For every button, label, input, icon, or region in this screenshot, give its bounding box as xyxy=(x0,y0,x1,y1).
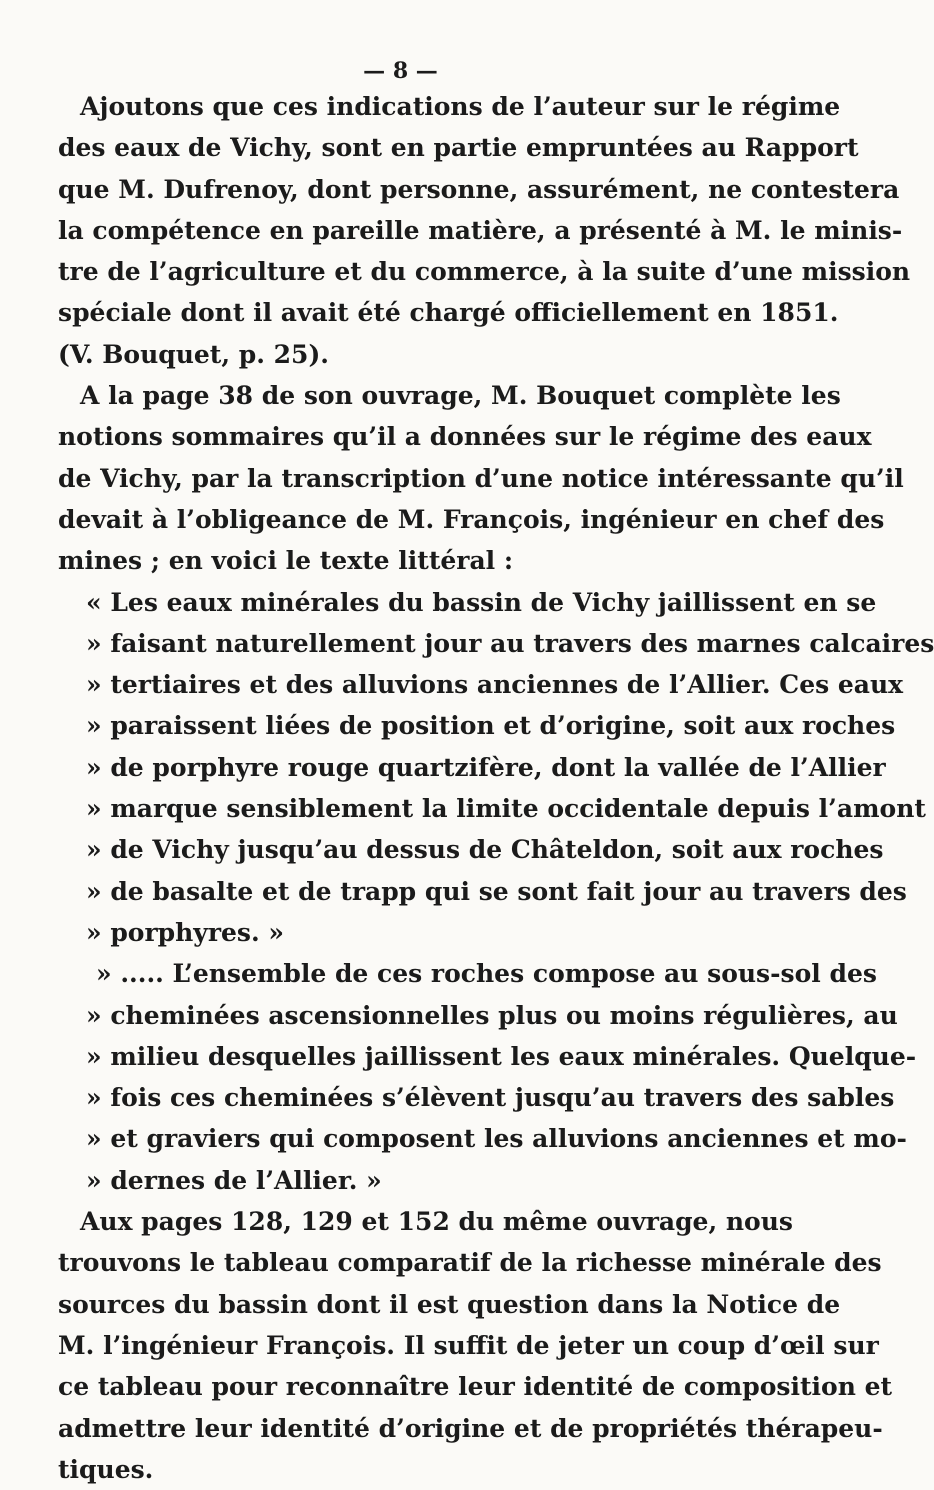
quote-line: » paraissent liées de position et d’origine, soit aux roches xyxy=(86,711,896,741)
quote-line: » dernes de l’Allier. » xyxy=(86,1165,382,1195)
quote-line: » tertiaires et des alluvions anciennes de l’Allier. Ces eaux xyxy=(86,670,904,700)
body-text xyxy=(58,86,934,1490)
text-line: mines ; en voici le texte littéral : xyxy=(58,546,514,576)
text-line: notions sommaires qu’il a données sur le régime des eaux xyxy=(58,422,872,452)
text-line: (V. Bouquet, p. 25). xyxy=(58,339,329,369)
text-line: sources du bassin dont il est question dans la Notice de xyxy=(58,1289,841,1319)
quote-line: » faisant naturellement jour au travers des marnes calcaires xyxy=(86,628,934,658)
quote-line: » de Vichy jusqu’au dessus de Châteldon, soit aux roches xyxy=(86,835,884,865)
quote-line: » porphyres. » xyxy=(86,917,285,947)
text-line: devait à l’obligeance de M. François, ingénieur en chef des xyxy=(58,504,885,534)
text-line: tre de l’agriculture et du commerce, à la suite d’une mission xyxy=(58,257,911,287)
quote-line: » de basalte et de trapp qui se sont fait jour au travers des xyxy=(86,876,907,906)
text-line: trouvons le tableau comparatif de la richesse minérale des xyxy=(58,1248,882,1278)
text-line: Ajoutons que ces indications de l’auteur sur le régime xyxy=(80,92,841,121)
text-line: Aux pages 128, 129 et 152 du même ouvrage, nous xyxy=(80,1207,793,1237)
page-number: — 8 — xyxy=(363,58,438,84)
quote-line: » ..... L’ensemble de ces roches compose au sous-sol des xyxy=(96,959,877,989)
text-line: des eaux de Vichy, sont en partie empruntées au Rapport xyxy=(58,133,859,163)
quote-line: » marque sensiblement la limite occidentale depuis l’amont xyxy=(86,794,926,824)
text-line: A la page 38 de son ouvrage, M. Bouquet complète les xyxy=(80,381,841,411)
text-line: spéciale dont il avait été chargé officiellement en 1851. xyxy=(58,298,839,328)
text-line: M. l’ingénieur François. Il suffit de jeter un coup d’œil sur xyxy=(58,1330,879,1360)
quote-line: » et graviers qui composent les alluvions anciennes et mo- xyxy=(86,1124,907,1154)
text-line: tiques. xyxy=(58,1454,154,1484)
text-line: de Vichy, par la transcription d’une notice intéressante qu’il xyxy=(58,463,904,493)
text-line: admettre leur identité d’origine et de propriétés thérapeu- xyxy=(58,1413,883,1443)
quote-line: » cheminées ascensionnelles plus ou moins régulières, au xyxy=(86,1000,898,1030)
quote-line: » de porphyre rouge quartzifère, dont la vallée de l’Allier xyxy=(86,752,886,782)
quote-line: » milieu desquelles jaillissent les eaux minérales. Quelque- xyxy=(86,1041,917,1071)
quote-line: « Les eaux minérales du bassin de Vichy jaillissent en se xyxy=(86,587,877,617)
text-line: la compétence en pareille matière, a présenté à M. le minis- xyxy=(58,215,903,245)
text-line: ce tableau pour reconnaître leur identité de composition et xyxy=(58,1372,893,1402)
quote-line: » fois ces cheminées s’élèvent jusqu’au travers des sables xyxy=(86,1083,895,1113)
text-line: que M. Dufrenoy, dont personne, assurément, ne contestera xyxy=(58,174,900,204)
